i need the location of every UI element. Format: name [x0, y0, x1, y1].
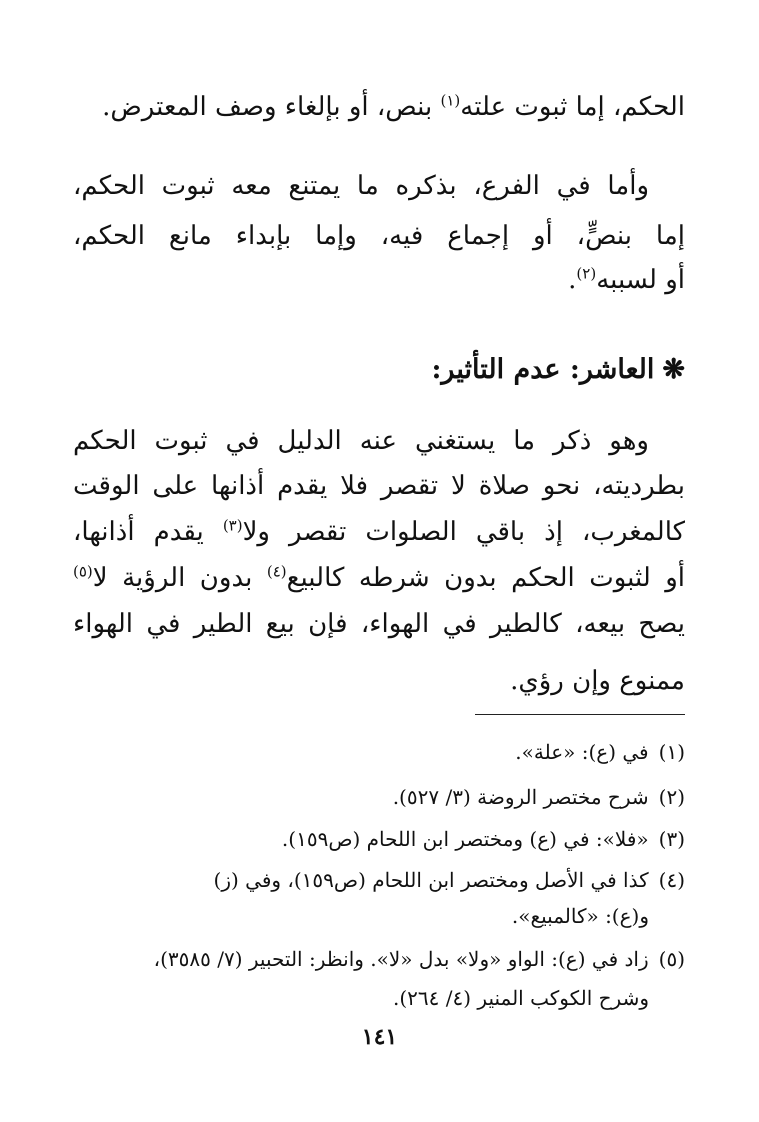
footnote-number: (٥) [658, 947, 685, 971]
footnote-text: شرح مختصر الروضة (٣/ ٥٢٧). [392, 785, 649, 809]
footnote-ref-1[interactable]: (١) [440, 91, 461, 110]
footnote-number: (٤) [658, 868, 685, 892]
footnote-ref-4[interactable]: (٤) [266, 562, 287, 581]
footnote-ref-3[interactable]: (٣) [222, 516, 243, 535]
body-line-1 [73, 84, 685, 130]
page-number: ١٤١ [361, 1024, 398, 1050]
body-line-9: يصح بيعه، كالطير في الهواء، فإن بيع الطير في الهواء [73, 609, 685, 639]
body-text: يقدم أذانها، [73, 517, 204, 547]
footnote-text: «فلا»: في (ع) ومختصر ابن اللحام (ص١٥٩). [281, 827, 649, 851]
body-line-6: بطرديته، نحو صلاة لا تقصر فلا يقدم أذانها على الوقت [73, 471, 685, 501]
body-text: الحكم، إما ثبوت علته [460, 92, 685, 122]
body-text: . [568, 265, 577, 295]
body-line-2: وأما في الفرع، بذكره ما يمتنع معه ثبوت الحكم، [73, 171, 649, 201]
body-line-5: وهو ذكر ما يستغني عنه الدليل في ثبوت الحكم [73, 426, 649, 456]
body-line-10: ممنوع وإن رؤي. [510, 666, 685, 696]
footnote-text: في (ع): «علة». [515, 740, 649, 764]
footnote-text: زاد في (ع): الواو «ولا» بدل «لا». وانظر: التحبير (٧/ ٣٥٨٥)، [153, 947, 649, 971]
body-text: بدون الرؤية لا [92, 563, 253, 593]
footnote-divider [475, 714, 685, 715]
body-line-4 [73, 257, 685, 303]
body-line-3: إما بنصٍّ، أو إجماع فيه، وإما بإبداء مانع الحكم، [73, 221, 685, 251]
footnote-4 [73, 864, 685, 896]
footnote-1 [73, 736, 685, 768]
footnote-ref-2[interactable]: (٢) [576, 264, 597, 283]
body-line-7 [73, 509, 685, 555]
footnote-number: (٢) [658, 785, 685, 809]
heading-text: العاشر: عدم التأثير: [431, 354, 655, 385]
footnote-ref-5[interactable]: (٥) [73, 562, 93, 581]
body-text: أو لثبوت الحكم بدون شرطه كالبيع [286, 563, 686, 593]
footnote-4-continued: و(ع): «كالمبيع». [511, 904, 649, 928]
footnote-text: كذا في الأصل ومختصر ابن اللحام (ص١٥٩)، وفي (ز) [213, 868, 649, 892]
body-text: كالمغرب، إذ باقي الصلوات تقصر ولا [242, 517, 686, 547]
section-heading [73, 347, 685, 393]
body-text: أو لسببه [596, 265, 685, 295]
footnote-number: (٣) [658, 827, 685, 851]
footnote-3 [73, 823, 685, 855]
star-icon: ❋ [662, 354, 685, 385]
footnote-2 [73, 781, 685, 813]
footnote-number: (١) [658, 740, 685, 764]
body-text: بنص، أو بإلغاء وصف المعترض. [102, 92, 433, 122]
footnote-5 [73, 943, 685, 975]
footnote-5-continued: وشرح الكوكب المنير (٤/ ٢٦٤). [392, 986, 649, 1010]
body-line-8 [73, 555, 685, 601]
